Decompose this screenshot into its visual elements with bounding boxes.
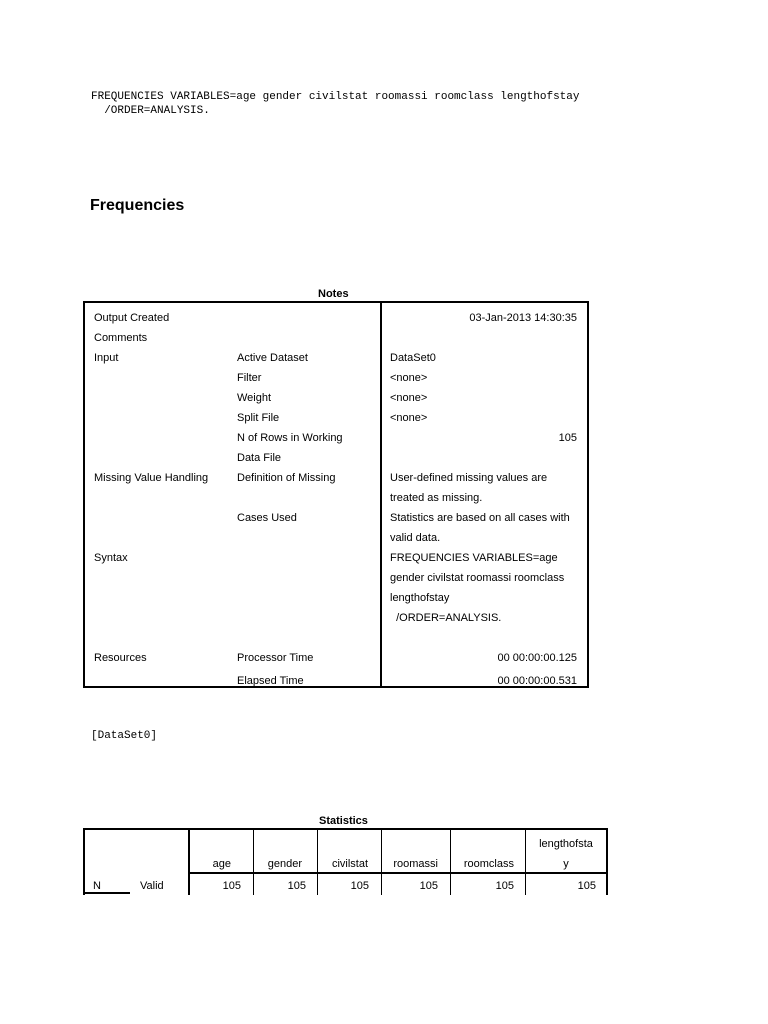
notes-definition-label: Definition of Missing: [237, 472, 336, 484]
statistics-value-lengthofstay: 105: [577, 880, 596, 892]
notes-split-file-value: <none>: [390, 412, 428, 424]
statistics-header-line: [188, 872, 608, 874]
statistics-value-civilstat: 105: [350, 880, 369, 892]
notes-weight-label: Weight: [237, 392, 272, 404]
notes-processor-time-label: Processor Time: [237, 652, 314, 664]
statistics-col-roomclass: roomclass: [463, 858, 514, 870]
notes-filter-label: Filter: [237, 372, 262, 384]
notes-definition-value-2: treated as missing.: [390, 492, 483, 504]
statistics-col-age: age: [212, 858, 231, 870]
notes-elapsed-time-label: Elapsed Time: [237, 675, 304, 687]
statistics-col-gender: gender: [267, 858, 302, 870]
notes-syntax-value-4: /ORDER=ANALYSIS.: [390, 612, 502, 624]
notes-output-created-label: Output Created: [94, 312, 170, 324]
statistics-value-roomassi: 105: [419, 880, 438, 892]
notes-weight-value: <none>: [390, 392, 428, 404]
notes-input-label: Input: [94, 352, 119, 364]
notes-output-created-value: 03-Jan-2013 14:30:35: [469, 312, 577, 324]
syntax-line-2: /ORDER=ANALYSIS.: [91, 105, 210, 117]
notes-n-rows-value: 105: [558, 432, 577, 444]
notes-active-dataset-value: DataSet0: [390, 352, 436, 364]
statistics-title: Statistics: [319, 815, 368, 827]
statistics-value-roomclass: 105: [495, 880, 514, 892]
notes-cases-used-value-1: Statistics are based on all cases with: [390, 512, 570, 524]
syntax-line-1: FREQUENCIES VARIABLES=age gender civilstat roomassi roomclass lengthofstay: [91, 91, 580, 103]
notes-title: Notes: [318, 288, 349, 300]
notes-filter-value: <none>: [390, 372, 428, 384]
notes-syntax-label: Syntax: [94, 552, 128, 564]
notes-cases-used-label: Cases Used: [237, 512, 297, 524]
notes-n-rows-label-2: Data File: [237, 452, 282, 464]
statistics-row-line: [83, 892, 130, 894]
notes-definition-value-1: User-defined missing values are: [390, 472, 548, 484]
notes-split-file-label: Split File: [237, 412, 280, 424]
notes-syntax-value-1: FREQUENCIES VARIABLES=age: [390, 552, 558, 564]
statistics-col-roomassi: roomassi: [393, 858, 438, 870]
statistics-table: [83, 828, 608, 895]
notes-divider: [380, 303, 382, 686]
notes-n-rows-label-1: N of Rows in Working: [237, 432, 343, 444]
statistics-col-civilstat: civilstat: [331, 858, 368, 870]
notes-syntax-value-3: lengthofstay: [390, 592, 450, 604]
notes-table: [83, 301, 589, 688]
notes-active-dataset-label: Active Dataset: [237, 352, 308, 364]
notes-cases-used-value-2: valid data.: [390, 532, 441, 544]
statistics-value-age: 105: [222, 880, 241, 892]
statistics-row-n: N: [93, 880, 101, 892]
statistics-value-gender: 105: [287, 880, 306, 892]
statistics-row-valid: Valid: [140, 880, 164, 892]
notes-comments-label: Comments: [94, 332, 148, 344]
notes-processor-time-value: 00 00:00:00.125: [497, 652, 577, 664]
dataset-label: [DataSet0]: [91, 730, 158, 742]
notes-missing-label: Missing Value Handling: [94, 472, 209, 484]
notes-syntax-value-2: gender civilstat roomassi roomclass: [390, 572, 565, 584]
notes-elapsed-time-value: 00 00:00:00.531: [497, 675, 577, 687]
statistics-col-lengthofstay-2: y: [563, 858, 569, 870]
frequencies-heading: Frequencies: [90, 197, 185, 214]
statistics-col-lengthofstay-1: lengthofsta: [539, 838, 593, 850]
notes-resources-label: Resources: [94, 652, 147, 664]
